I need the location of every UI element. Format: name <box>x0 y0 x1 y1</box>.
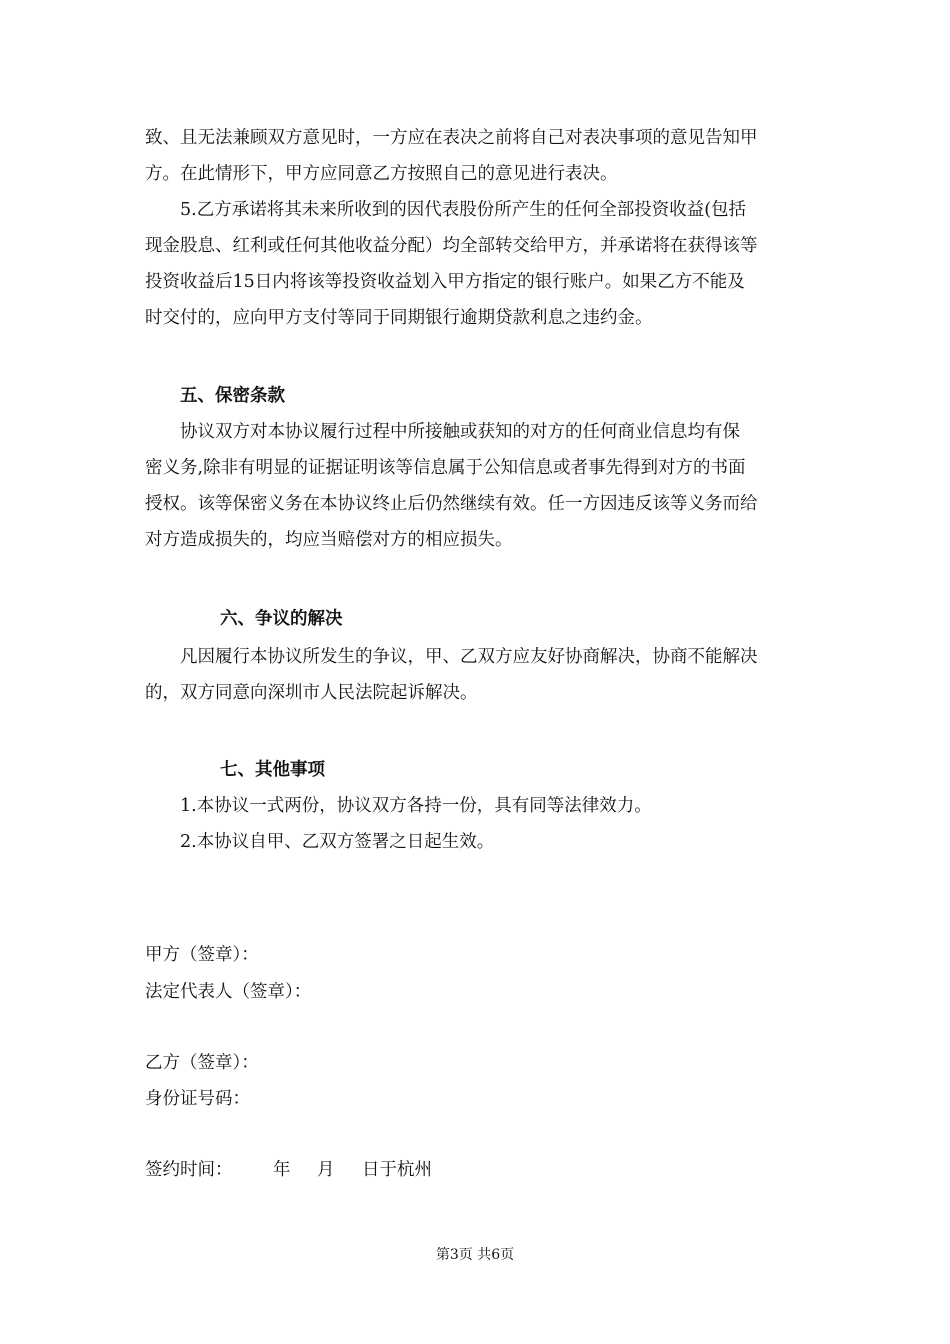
clause-5-line: 5.乙方承诺将其未来所收到的因代表股份所产生的任何全部投资收益(包括 <box>180 200 747 220</box>
clause-5-line: 投资收益后15日内将该等投资收益划入甲方指定的银行账户。如果乙方不能及 <box>145 272 745 292</box>
section-heading-confidentiality: 五、保密条款 <box>180 386 285 406</box>
section-5-line: 对方造成损失的，均应当赔偿对方的相应损失。 <box>145 530 513 550</box>
party-b-signature-label: 乙方（签章）： <box>145 1053 259 1073</box>
id-number-label: 身份证号码： <box>145 1089 250 1109</box>
signing-date-day-place: 日于杭州 <box>362 1160 432 1180</box>
signing-date-year: 年 <box>273 1160 291 1180</box>
section-heading-dispute: 六、争议的解决 <box>220 609 343 629</box>
clause-5-line: 时交付的，应向甲方支付等同于同期银行逾期贷款利息之违约金。 <box>145 308 653 328</box>
paragraph-line: 方。在此情形下，甲方应同意乙方按照自己的意见进行表决。 <box>145 164 618 184</box>
section-7-item: 2.本协议自甲、乙双方签署之日起生效。 <box>180 832 495 852</box>
section-5-line: 授权。该等保密义务在本协议终止后仍然继续有效。任一方因违反该等义务而给 <box>145 494 758 514</box>
section-7-item: 1.本协议一式两份，协议双方各持一份，具有同等法律效力。 <box>180 796 652 816</box>
signing-date-month: 月 <box>317 1160 335 1180</box>
page-number-footer: 第3页 共6页 <box>435 1247 515 1263</box>
party-a-signature-label: 甲方（签章）： <box>145 945 259 965</box>
section-5-line: 协议双方对本协议履行过程中所接触或获知的对方的任何商业信息均有保 <box>180 422 740 442</box>
section-6-line: 凡因履行本协议所发生的争议，甲、乙双方应友好协商解决，协商不能解决 <box>180 647 758 667</box>
signing-date-label: 签约时间： <box>145 1160 233 1180</box>
paragraph-line: 致、且无法兼顾双方意见时，一方应在表决之前将自己对表决事项的意见告知甲 <box>145 128 758 148</box>
clause-5-line: 现金股息、红利或任何其他收益分配）均全部转交给甲方，并承诺将在获得该等 <box>145 236 758 256</box>
section-heading-other: 七、其他事项 <box>220 760 325 780</box>
legal-representative-signature-label: 法定代表人（签章）： <box>145 982 312 1002</box>
section-5-line: 密义务,除非有明显的证据证明该等信息属于公知信息或者事先得到对方的书面 <box>145 458 746 478</box>
section-6-line: 的，双方同意向深圳市人民法院起诉解决。 <box>145 683 478 703</box>
